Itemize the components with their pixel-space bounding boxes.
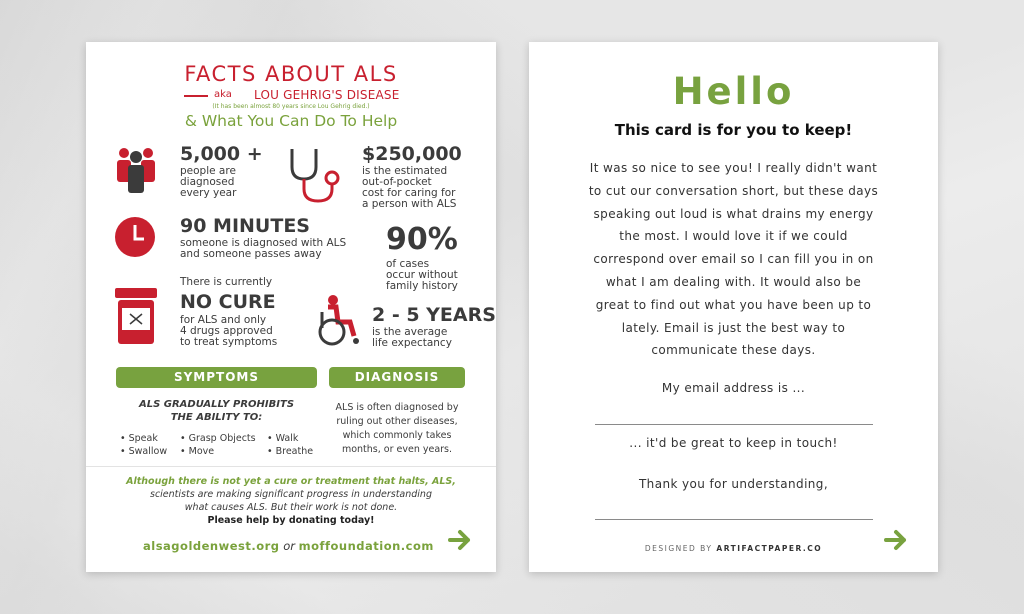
designed-by: DESIGNED BY ARTIFACTPAPER.CO [644, 544, 823, 553]
cost-text: is the estimated out-of-pocket cost for caring for a person with ALS [362, 165, 457, 210]
diagnosis-text: ALS is often diagnosed by ruling out other diseases, which commonly takes months, or even years. [335, 402, 459, 455]
percent-text: of cases occur without family history [386, 258, 458, 292]
people-icon [113, 145, 159, 195]
keep-card [529, 42, 938, 572]
footer-divider [86, 466, 496, 467]
lou-gehrig-note: (It has been almost 80 years since Lou Gehrig died.) [212, 103, 370, 110]
signature-line[interactable] [595, 519, 873, 520]
aka-label: aka [214, 89, 232, 100]
years-figure: 2 - 5 YEARS [372, 304, 496, 326]
aka-divider [184, 95, 208, 97]
pill-bottle-icon [114, 286, 158, 346]
arrow-right-icon[interactable] [448, 529, 472, 551]
email-write-line[interactable] [595, 424, 873, 425]
cure-text: for ALS and only 4 drugs approved to treat symptoms [180, 314, 278, 348]
cost-figure: $250,000 [362, 143, 462, 165]
symptoms-col-1: • Speak • Swallow [120, 433, 168, 457]
hello-heading: Hello [672, 70, 795, 113]
donation-links: alsagoldenwest.org or moffoundation.com [143, 539, 434, 553]
people-count: 5,000 + [180, 143, 263, 165]
percent-figure: 90% [386, 222, 458, 257]
diagnosis-band: DIAGNOSIS [329, 367, 465, 388]
wheelchair-icon [314, 294, 362, 348]
people-text: people are diagnosed every year [180, 165, 237, 199]
symptoms-col-3: • Walk • Breathe [267, 433, 314, 457]
stethoscope-icon [284, 145, 346, 207]
link-alsagoldenwest[interactable]: alsagoldenwest.org [143, 539, 280, 553]
minutes-figure: 90 MINUTES [180, 215, 310, 237]
footer-message: Although there is not yet a cure or treatment that halts, ALS, scientists are making significant progress in understanding what causes ALS. But their work is not done. Please help by donating today! [126, 476, 456, 526]
message-paragraph: It was so nice to see you! I really didn't want to cut our conversation short, but these days speaking out loud is what drains my energy the most. I would love it if we could correspond over email so I can fill you in on what I am dealing with. It would also be great to find out what you have been up to lately. Email is just the best way to communicate these days. [588, 161, 879, 358]
card-title: FACTS ABOUT ALS [184, 62, 398, 86]
als-facts-card [86, 42, 496, 572]
clock-icon [114, 216, 156, 258]
symptoms-col-2: • Grasp Objects • Move [180, 433, 256, 457]
thanks-line: Thank you for understanding, [638, 477, 829, 491]
card-tagline: & What You Can Do To Help [184, 112, 398, 130]
symptoms-heading: ALS GRADUALLY PROHIBITS THE ABILITY TO: [138, 399, 295, 423]
arrow-right-icon[interactable] [884, 529, 908, 551]
no-cure-figure: NO CURE [180, 291, 276, 313]
cure-intro: There is currently [180, 276, 273, 288]
aka-row [178, 89, 418, 103]
minutes-text: someone is diagnosed with ALS and someone passes away [180, 237, 347, 260]
keep-subheading: This card is for you to keep! [614, 121, 853, 139]
keep-in-touch: ... it'd be great to keep in touch! [629, 436, 838, 450]
email-prompt: My email address is ... [661, 381, 806, 395]
symptoms-band: SYMPTOMS [116, 367, 317, 388]
card-subtitle: LOU GEHRIG'S DISEASE [254, 88, 400, 102]
years-text: is the average life expectancy [372, 326, 452, 349]
link-moffoundation[interactable]: moffoundation.com [298, 539, 434, 553]
